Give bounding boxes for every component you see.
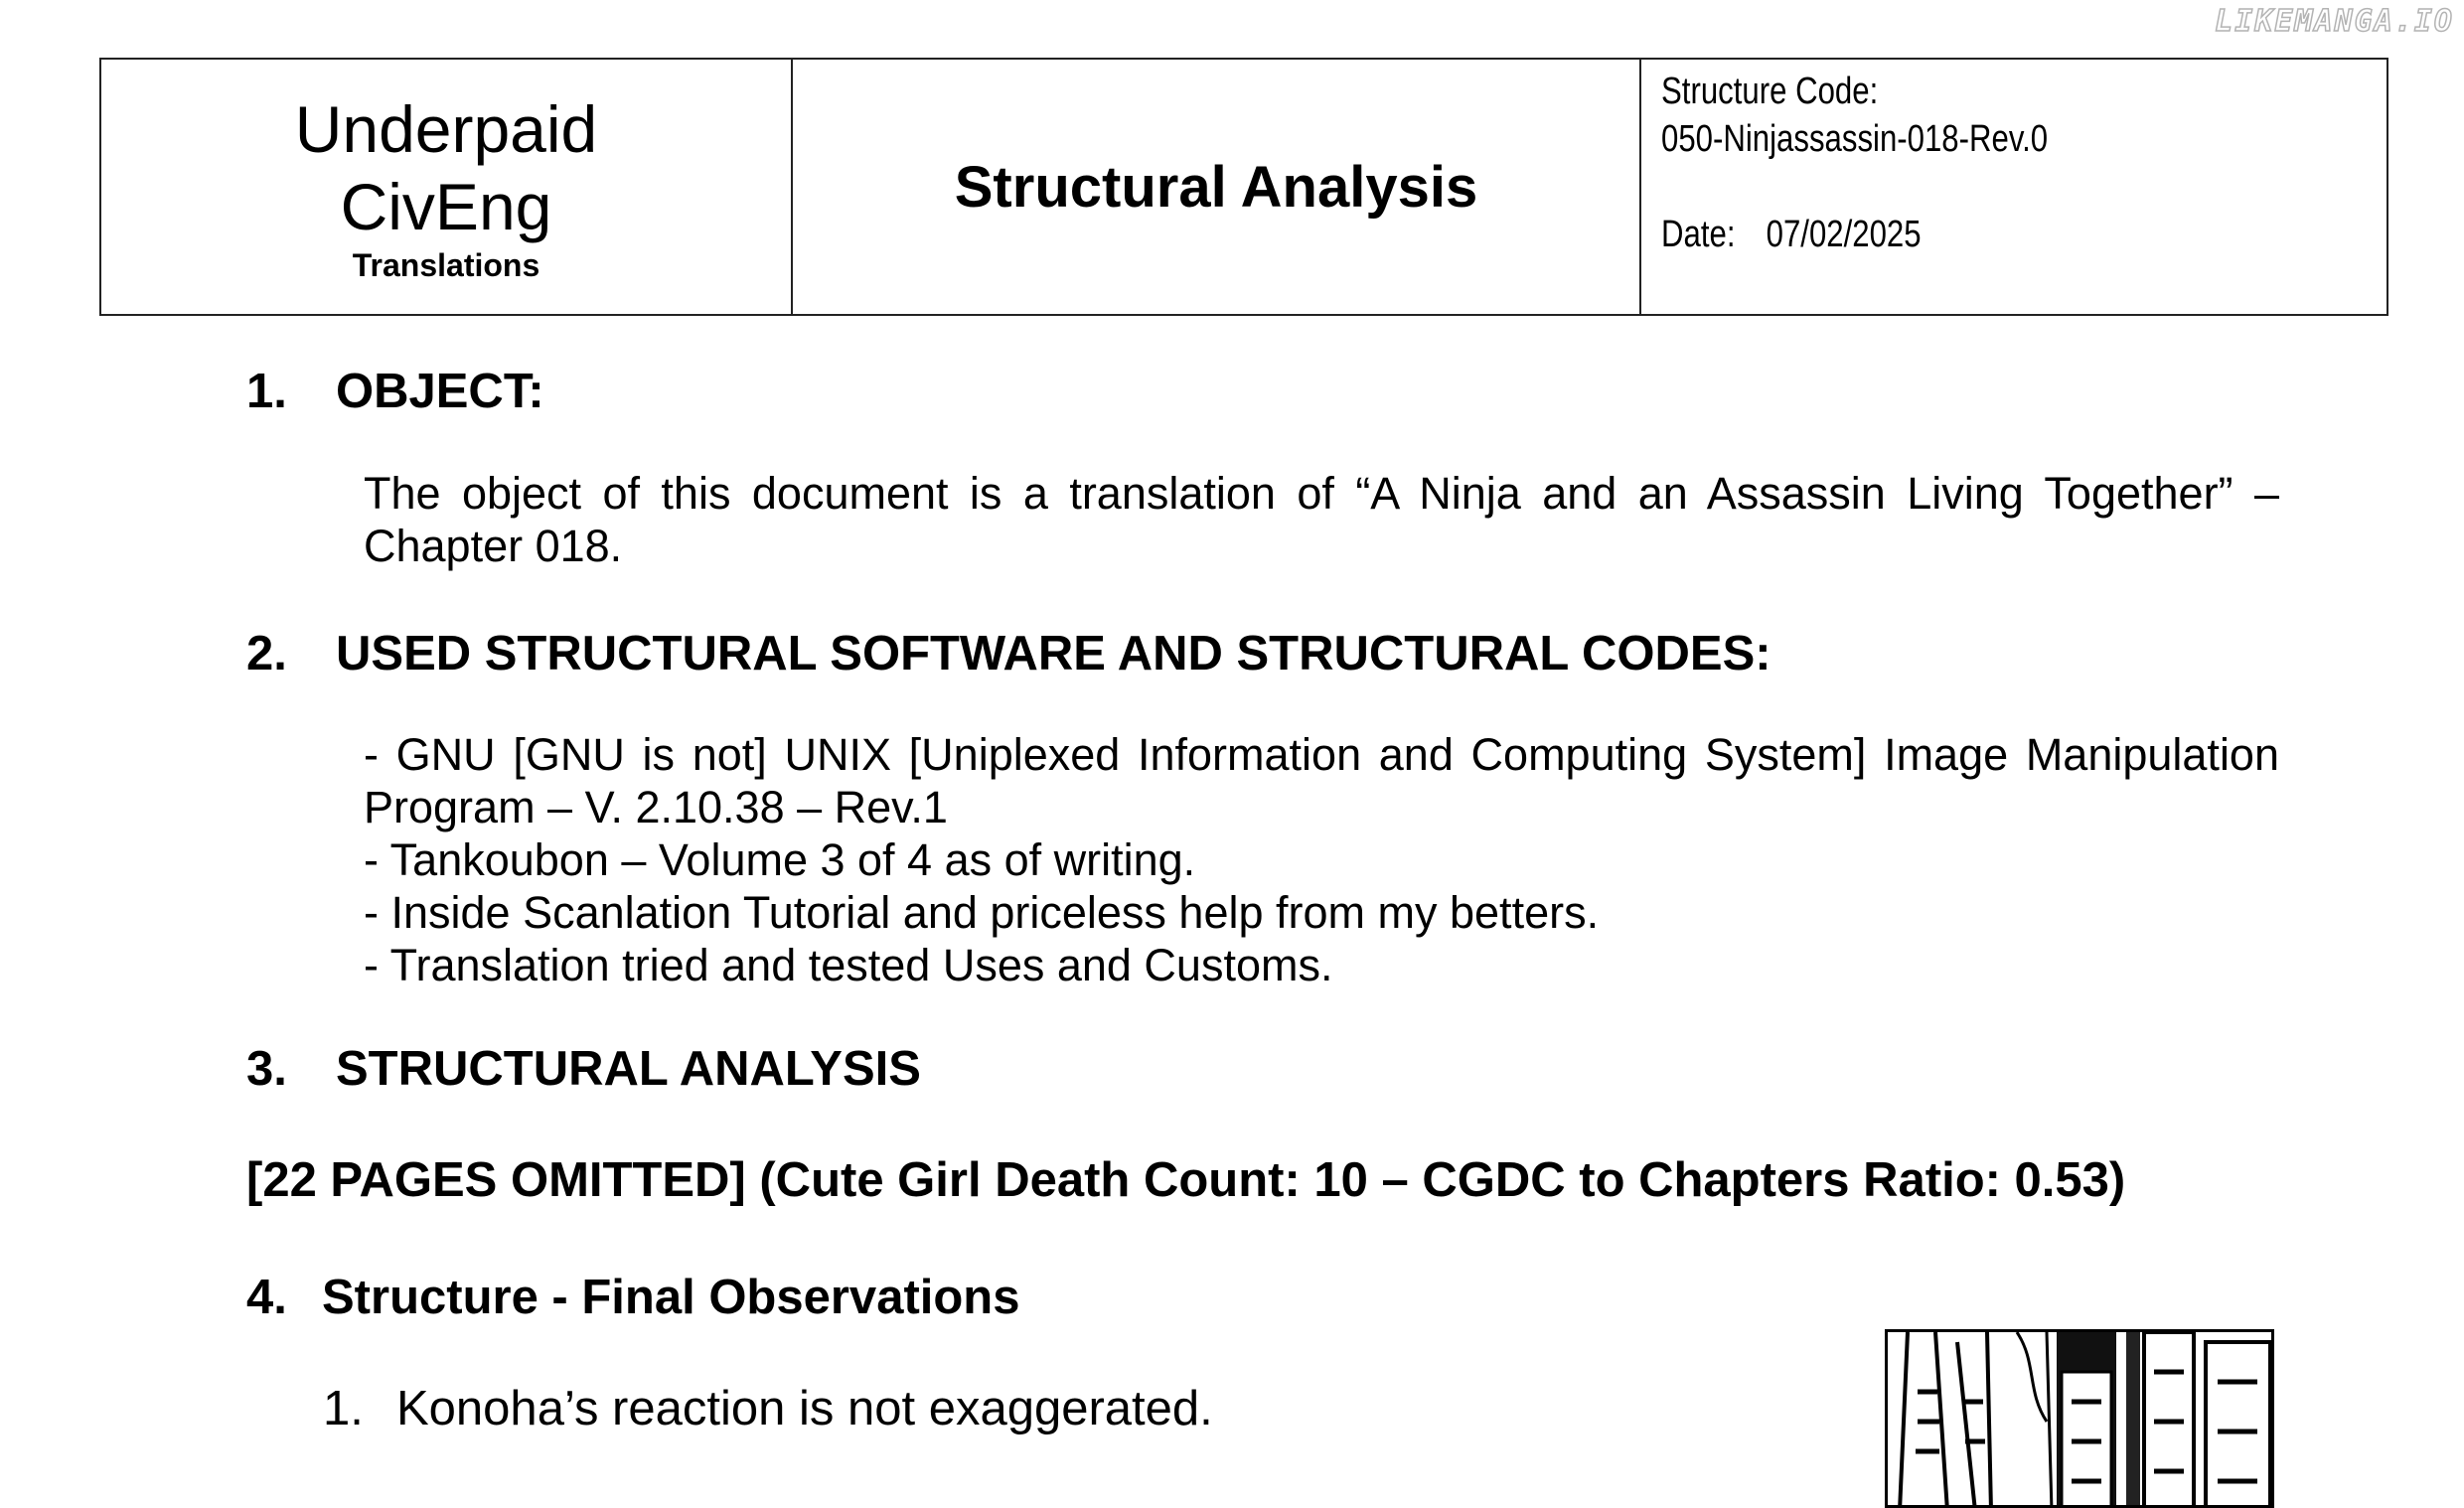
section-2-title: USED STRUCTURAL SOFTWARE AND STRUCTURAL CODES: [336,627,1771,680]
section-1-heading [246,364,544,419]
document-title: Structural Analysis [954,154,1478,220]
watermark: LIKEMANGA.IO [2215,4,2454,39]
structure-code-label: Structure Code: [1661,71,1879,112]
date-label: Date: [1661,214,1736,255]
observation-text: Konoha’s reaction is not exaggerated. [396,1382,1213,1435]
org-subtitle: Translations [352,246,540,283]
section-3-number: 3. [246,1042,287,1096]
document-header-table [99,58,2388,316]
omitted-pages-note: [22 PAGES OMITTED] (Cute Girl Death Count: 10 – CGDC to Chapters Ratio: 0.53) [246,1153,2126,1207]
manga-panel-illustration [1888,1332,2274,1508]
software-item-1: - GNU [GNU is not] UNIX [Uniplexed Information and Computing System] Image Manipulation Program – V. 2.10.38 – Rev.1 [364,729,2279,832]
section-4-title: Structure - Final Observations [322,1271,1020,1324]
org-name-line2: CivEng [340,169,552,243]
section-4-heading [246,1270,1020,1325]
section-4-number: 4. [246,1271,287,1324]
software-item-3: - Inside Scanlation Tutorial and priceless help from my betters. [364,887,1600,938]
date-value: 07/02/2025 [1766,214,1922,255]
date-row [1661,211,2239,258]
meta-cell [1641,60,2387,314]
observation-number: 1. [323,1382,364,1435]
section-3-heading [246,1041,921,1097]
org-name-line1: Underpaid [294,91,598,166]
section-1-body [364,467,2279,572]
section-3-title: STRUCTURAL ANALYSIS [336,1042,921,1096]
organization-cell [101,60,793,314]
section-2-number: 2. [246,627,287,680]
software-item-4: - Translation tried and tested Uses and Customs. [364,940,1333,990]
section-1-number: 1. [246,365,287,418]
section-1-title: OBJECT: [336,365,544,418]
software-item-2: - Tankoubon – Volume 3 of 4 as of writing. [364,834,1196,885]
observation-item [323,1381,1213,1436]
manga-panel-image [1885,1329,2274,1508]
title-cell [793,60,1641,314]
object-paragraph: The object of this document is a translation of “A Ninja and an Assassin Living Together” – Chapter 018. [364,468,2279,571]
section-2-list [364,728,2279,991]
structure-code-value: 050-Ninjassassin-018-Rev.0 [1661,118,2049,160]
section-2-heading [246,626,1771,681]
